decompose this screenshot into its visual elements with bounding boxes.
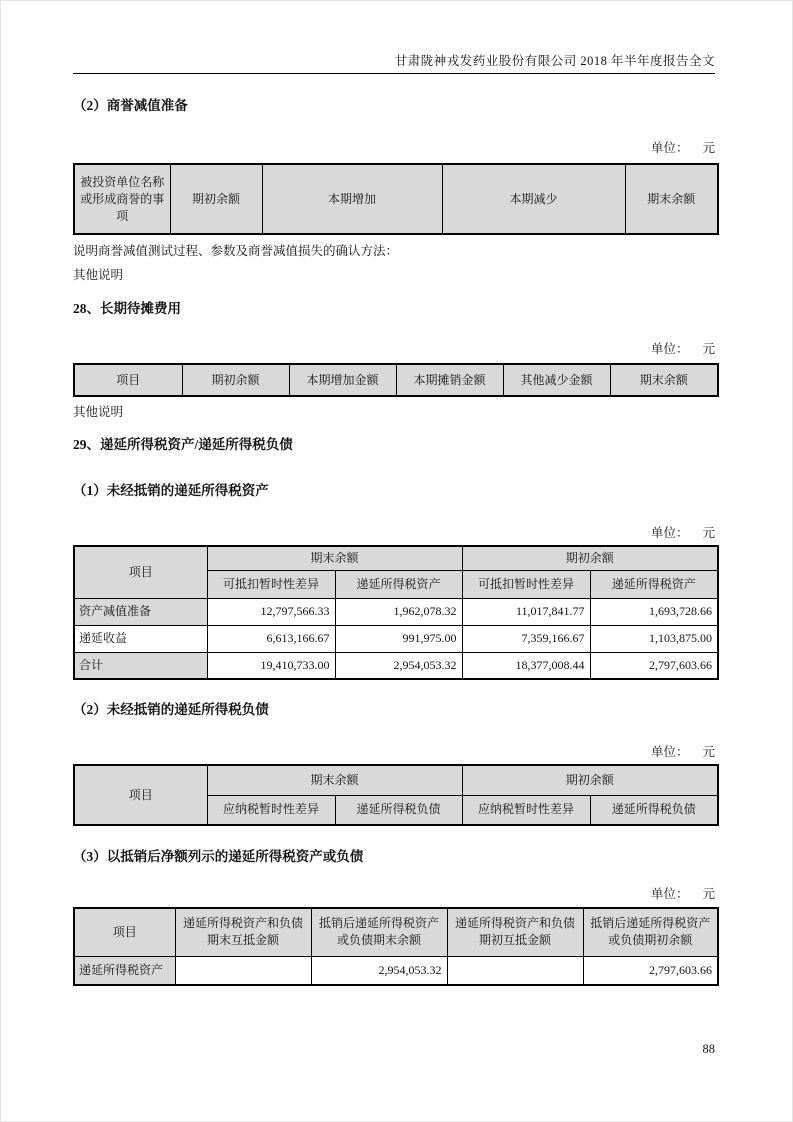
table-row	[74, 956, 718, 985]
table-cell: 1,693,728.66	[590, 598, 718, 625]
header-cell: 抵销后递延所得税资产或负债期末余额	[311, 908, 447, 956]
header-cell: 递延所得税负债	[335, 795, 462, 825]
table-cell: 1,103,875.00	[590, 625, 718, 652]
deferred-tax-assets-table	[73, 545, 719, 680]
goodwill-impairment-table	[73, 163, 719, 235]
report-header-text: 甘肃陇神戎发药业股份有限公司 2018 年半年度报告全文	[394, 54, 715, 68]
header-cell: 期初余额	[462, 546, 718, 570]
header-cell: 被投资单位名称或形成商誉的事项	[74, 164, 170, 234]
page-number: 88	[702, 1042, 715, 1056]
header-cell: 项目	[74, 908, 175, 956]
unit-row	[73, 341, 715, 357]
deferred-tax-liabilities-table	[73, 764, 719, 826]
row-label: 递延收益	[74, 625, 207, 652]
unit-label: 单位：	[650, 887, 689, 901]
unit-row	[73, 525, 715, 541]
page-content	[1, 51, 792, 986]
goodwill-note-other: 其他说明	[73, 268, 124, 282]
table-cell: 2,797,603.66	[583, 956, 718, 985]
header-cell: 递延所得税资产	[335, 570, 462, 598]
longterm-expenses-table	[73, 363, 719, 397]
section-title-deferred-tax: 29、递延所得税资产/递延所得税负债	[73, 437, 293, 452]
table-cell: 12,797,566.33	[207, 598, 335, 625]
header-cell: 应纳税暂时性差异	[207, 795, 335, 825]
unit-row	[73, 886, 715, 902]
table-cell: 991,975.00	[335, 625, 462, 652]
header-cell: 期末余额	[207, 546, 462, 570]
header-cell: 本期增加	[262, 164, 442, 234]
assets-header-row-groups	[74, 546, 718, 570]
header-cell: 期末余额	[625, 164, 718, 234]
table-row	[74, 625, 718, 652]
table-cell: 1,962,078.32	[335, 598, 462, 625]
header-cell: 期初余额	[182, 364, 289, 396]
header-cell: 项目	[74, 765, 207, 825]
header-cell: 本期增加金额	[289, 364, 396, 396]
goodwill-note-method: 说明商誉减值测试过程、参数及商誉减值损失的确认方法：	[73, 244, 399, 258]
goodwill-header-row	[74, 164, 718, 234]
unit-value: 元	[702, 526, 715, 540]
table-cell: 18,377,008.44	[462, 652, 590, 679]
header-cell: 可抵扣暂时性差异	[462, 570, 590, 598]
unit-label: 单位：	[650, 141, 689, 155]
unit-value: 元	[702, 745, 715, 759]
section-title-goodwill-impairment: （2）商誉减值准备	[73, 98, 188, 113]
table-cell: 6,613,166.67	[207, 625, 335, 652]
table-cell: 2,954,053.32	[335, 652, 462, 679]
header-cell: 本期减少	[442, 164, 625, 234]
table-cell: 19,410,733.00	[207, 652, 335, 679]
subsection-title-net-presentation: （3）以抵销后净额列示的递延所得税资产或负债	[73, 849, 364, 864]
row-label: 递延所得税资产	[74, 956, 175, 985]
subsection-title-unoffset-liabilities: （2）未经抵销的递延所得税负债	[73, 702, 269, 717]
unit-label: 单位：	[650, 745, 689, 759]
header-cell: 抵销后递延所得税资产或负债期初余额	[583, 908, 718, 956]
unit-label: 单位：	[650, 526, 689, 540]
header-cell: 递延所得税负债	[590, 795, 718, 825]
liabilities-header-row-groups	[74, 765, 718, 795]
deferred-tax-net-table	[73, 907, 719, 986]
header-cell: 期末余额	[610, 364, 718, 396]
unit-value: 元	[702, 342, 715, 356]
longterm-note-other: 其他说明	[73, 405, 124, 419]
header-cell: 递延所得税资产和负债期末互抵金额	[175, 908, 311, 956]
table-cell: 2,797,603.66	[590, 652, 718, 679]
unit-row	[73, 744, 715, 760]
header-cell: 递延所得税资产和负债期初互抵金额	[447, 908, 583, 956]
table-cell	[175, 956, 311, 985]
table-cell: 7,359,166.67	[462, 625, 590, 652]
unit-value: 元	[702, 141, 715, 155]
table-row-total	[74, 652, 718, 679]
header-cell: 项目	[74, 364, 182, 396]
longterm-header-row	[74, 364, 718, 396]
header-cell: 期初余额	[170, 164, 262, 234]
header-cell: 其他减少金额	[503, 364, 610, 396]
table-cell: 2,954,053.32	[311, 956, 447, 985]
header-cell: 项目	[74, 546, 207, 598]
header-cell: 期末余额	[207, 765, 462, 795]
header-cell: 期初余额	[462, 765, 718, 795]
subsection-title-unoffset-assets: （1）未经抵销的递延所得税资产	[73, 483, 269, 498]
table-row	[74, 598, 718, 625]
unit-value: 元	[702, 887, 715, 901]
report-header	[73, 51, 715, 74]
table-cell	[447, 956, 583, 985]
table-cell: 11,017,841.77	[462, 598, 590, 625]
header-cell: 本期摊销金额	[396, 364, 503, 396]
header-cell: 可抵扣暂时性差异	[207, 570, 335, 598]
header-cell: 应纳税暂时性差异	[462, 795, 590, 825]
unit-label: 单位：	[650, 342, 689, 356]
row-label: 资产减值准备	[74, 598, 207, 625]
unit-row	[73, 140, 715, 156]
section-title-longterm-expenses: 28、长期待摊费用	[73, 301, 181, 316]
net-header-row	[74, 908, 718, 956]
header-cell: 递延所得税资产	[590, 570, 718, 598]
row-label: 合计	[74, 652, 207, 679]
